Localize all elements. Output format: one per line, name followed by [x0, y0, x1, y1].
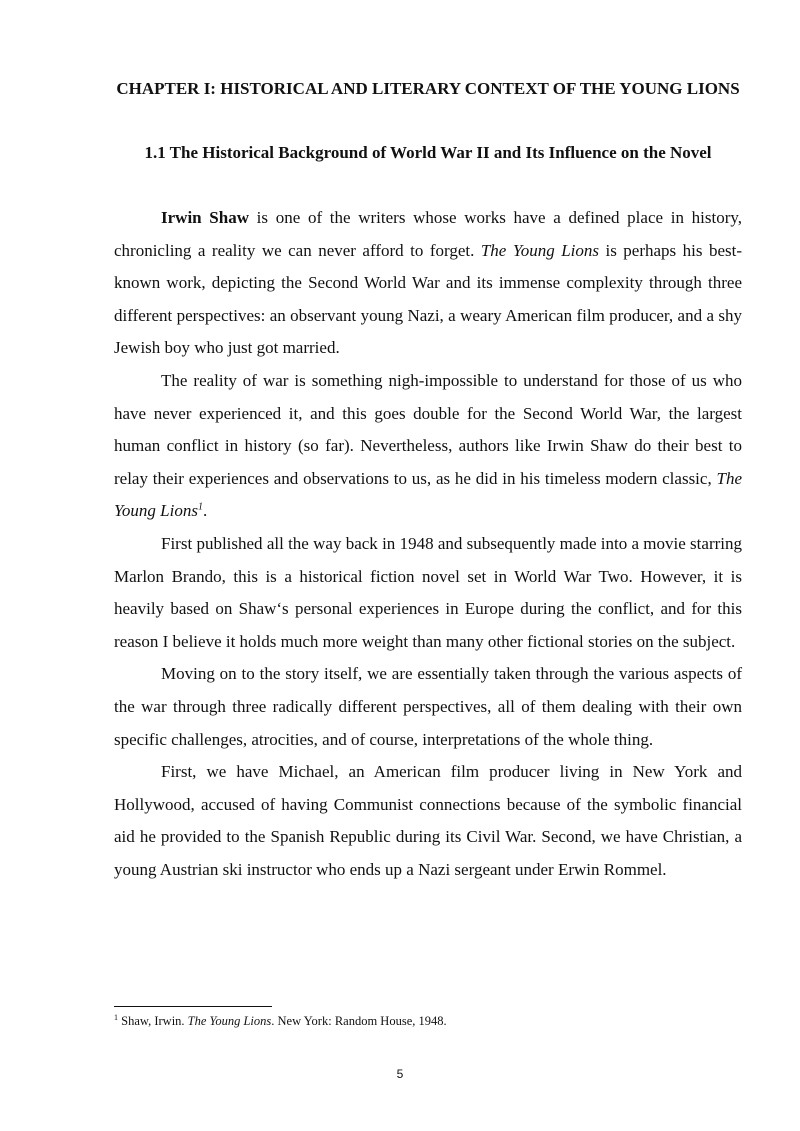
author-name: Irwin Shaw	[161, 208, 249, 227]
footnote-number: 1	[114, 1012, 118, 1022]
chapter-title: CHAPTER I: HISTORICAL AND LITERARY CONTEXT OF THE YOUNG LIONS	[116, 79, 740, 98]
paragraph-2	[114, 365, 742, 528]
paragraph-5: First, we have Michael, an American film producer living in New York and Hollywood, accused of having Communist connections because of the symbolic financial aid he provided to the Spanish Republic during its Civil War. Second, we have Christian, a young Austrian ski instructor who ends up a Nazi sergeant under Erwin Rommel.	[114, 762, 742, 879]
paragraph-text: is one of the writers whose works have a defined place in history, chronicling a reality we can never afford to forget.	[114, 208, 742, 260]
paragraph-text: .	[202, 501, 208, 521]
page-number: 5	[396, 1067, 404, 1081]
footnote-text: . New York: Random House, 1948.	[271, 1014, 447, 1028]
footnote	[114, 1013, 742, 1029]
footnote-divider	[114, 1006, 272, 1007]
section-title: 1.1 The Historical Background of World War II and Its Influence on the Novel	[144, 143, 712, 162]
book-title: The Young Lions	[480, 240, 599, 260]
paragraph-text: is perhaps his best-known work, depicting the Second World War and its immense complexity through three different perspectives: an observant young Nazi, a weary American film producer, and a shy Jewish boy who just got married.	[114, 240, 743, 358]
paragraph-4: Moving on to the story itself, we are essentially taken through the various aspects of the war through three radically different perspectives, all of them dealing with their own specific challenges, atrocities, and of course, interpretations of the whole thing.	[114, 664, 742, 749]
footnote-reference[interactable]: 1	[197, 501, 203, 513]
body-text	[114, 202, 742, 886]
paragraph-1	[114, 202, 742, 365]
book-title: The Young Lions	[114, 468, 742, 521]
footnote-text: Shaw, Irwin.	[118, 1014, 188, 1028]
paragraph-text: The reality of war is something nigh-impossible to understand for those of us who have never experienced it, and this goes double for the Second World War, the largest human conflict in history (so far). Nevertheless, authors like Irwin Shaw do their best to relay their experiences and observations to us, as he did in his timeless modern classic,	[114, 370, 742, 488]
footnote-book-title: The Young Lions	[187, 1014, 272, 1028]
paragraph-3: First published all the way back in 1948 and subsequently made into a movie starring Marlon Brando, this is a historical fiction novel set in World War Two. However, it is heavily based on Shaw‘s personal experiences in Europe during the conflict, and for this reason I believe it holds much more weight than many other fictional stories on the subject.	[114, 533, 742, 651]
